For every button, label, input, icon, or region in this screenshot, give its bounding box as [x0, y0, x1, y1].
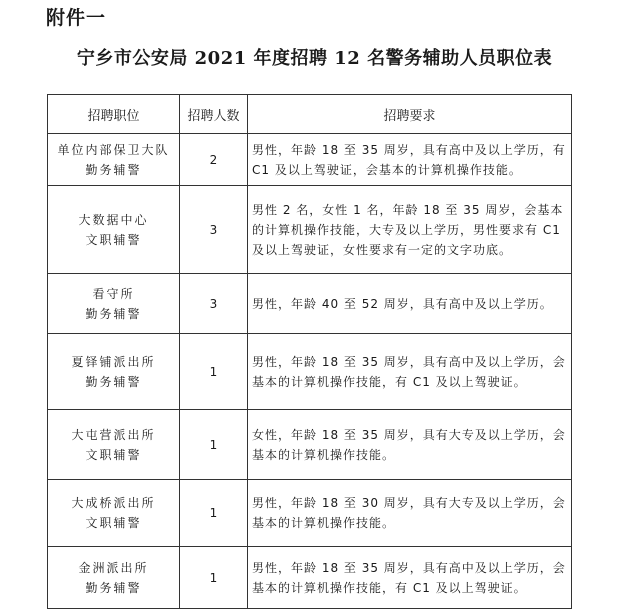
position-cell [48, 334, 180, 410]
table-header-row [48, 95, 572, 134]
role-name: 文职辅警 [85, 447, 142, 462]
count-cell: 2 [180, 134, 248, 186]
requirements-cell: 男性，年龄 18 至 35 周岁，具有高中及以上学历，会基本的计算机操作技能，有 C1 及以上驾驶证。 [248, 334, 572, 410]
position-cell [48, 410, 180, 480]
requirements-cell: 男性，年龄 40 至 52 周岁，具有高中及以上学历。 [248, 274, 572, 334]
position-cell [48, 480, 180, 547]
count-cell: 1 [180, 410, 248, 480]
position-cell [48, 274, 180, 334]
unit-name: 大屯营派出所 [71, 427, 156, 442]
count-cell: 3 [180, 274, 248, 334]
table-row [48, 274, 572, 334]
requirements-cell: 男性，年龄 18 至 35 周岁，具有高中及以上学历，会基本的计算机操作技能，有 C1 及以上驾驶证。 [248, 547, 572, 609]
count-cell: 1 [180, 480, 248, 547]
position-cell [48, 547, 180, 609]
role-name: 勤务辅警 [85, 162, 142, 177]
position-cell [48, 186, 180, 274]
unit-name: 金洲派出所 [78, 560, 149, 575]
table-row [48, 186, 572, 274]
role-name: 文职辅警 [85, 516, 142, 530]
table-row [48, 547, 572, 609]
count-cell: 1 [180, 334, 248, 410]
job-table [47, 94, 572, 609]
header-count: 招聘人数 [180, 95, 248, 134]
header-requirements: 招聘要求 [248, 95, 572, 134]
requirements-cell: 女性，年龄 18 至 35 周岁，具有大专及以上学历，会基本的计算机操作技能。 [248, 410, 572, 480]
role-name: 勤务辅警 [85, 306, 142, 321]
unit-name: 看守所 [92, 286, 135, 301]
unit-name: 大成桥派出所 [71, 496, 156, 510]
unit-name: 大数据中心 [78, 212, 149, 227]
requirements-cell: 男性，年龄 18 至 35 周岁，具有高中及以上学历，有 C1 及以上驾驶证，会基本的计算机操作技能。 [248, 134, 572, 186]
role-name: 勤务辅警 [85, 374, 142, 389]
attachment-label: 附件一 [46, 7, 107, 29]
requirements-cell: 男性 2 名，女性 1 名，年龄 18 至 35 周岁，会基本的计算机操作技能，大专及以上学历，男性要求有 C1 及以上驾驶证，女性要求有一定的文字功底。 [248, 186, 572, 274]
role-name: 勤务辅警 [85, 580, 142, 595]
header-position: 招聘职位 [48, 95, 180, 134]
position-cell [48, 134, 180, 186]
unit-name: 夏铎铺派出所 [71, 354, 156, 369]
table-row [48, 134, 572, 186]
table-row [48, 334, 572, 410]
unit-name: 单位内部保卫大队 [57, 142, 170, 157]
count-cell: 1 [180, 547, 248, 609]
count-cell: 3 [180, 186, 248, 274]
requirements-cell: 男性，年龄 18 至 30 周岁，具有大专及以上学历，会基本的计算机操作技能。 [248, 480, 572, 547]
table-row [48, 410, 572, 480]
page-title: 宁乡市公安局 2021 年度招聘 12 名警务辅助人员职位表 [76, 48, 553, 69]
role-name: 文职辅警 [85, 232, 142, 247]
table-row [48, 480, 572, 547]
